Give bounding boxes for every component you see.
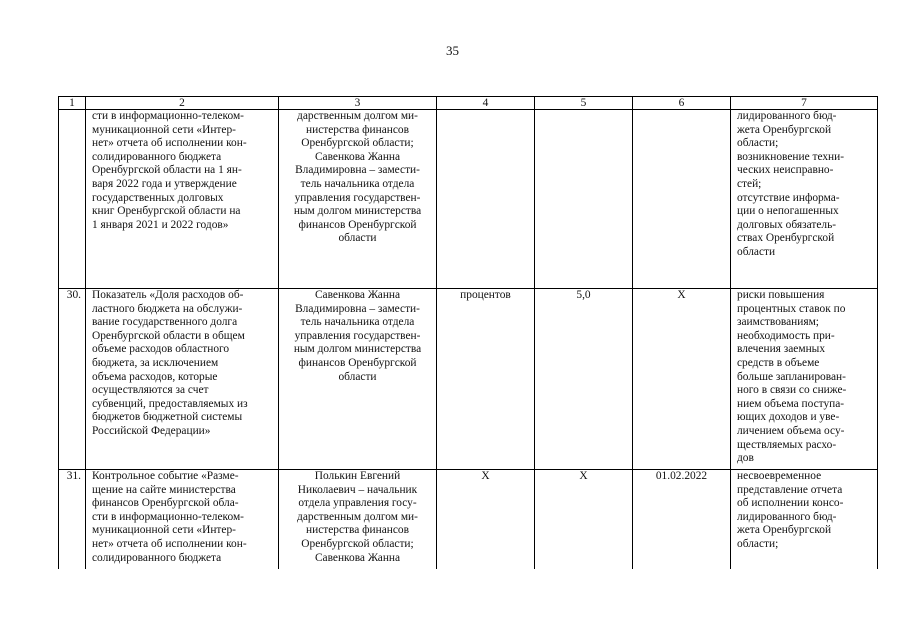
cell-line: лидированного бюд- <box>737 110 837 122</box>
cell-line: области <box>737 245 776 258</box>
cell-line: Оренбургской области; <box>301 537 414 550</box>
cell-line: необходимость при- <box>737 329 835 342</box>
row-number: 30. <box>59 289 86 470</box>
header-col-6: 6 <box>633 97 731 110</box>
cell-line: Владимировна – замести- <box>295 302 420 315</box>
unit-cell <box>437 110 535 289</box>
cell-line: финансов Оренбургской обла- <box>92 497 239 510</box>
cell-line: ным долгом министерства <box>293 205 422 218</box>
cell-line: области <box>338 232 377 245</box>
cell-line: вание государственного долга <box>92 316 238 329</box>
cell-line: нистерства финансов <box>306 524 409 537</box>
cell-line: нет» отчета об исполнении кон- <box>92 537 247 550</box>
date-cell: 01.02.2022 <box>633 470 731 570</box>
value-cell <box>535 110 633 289</box>
table-row <box>59 289 878 470</box>
cell-line: жета Оренбургской <box>737 123 832 136</box>
cell-line: Владимировна – замести- <box>295 164 420 177</box>
cell-line: управления государствен- <box>294 329 421 342</box>
cell-line: больше запланирован- <box>737 370 846 383</box>
cell-line: несвоевременное <box>737 470 822 482</box>
cell-line: финансов Оренбургской <box>298 356 417 369</box>
cell-line: Оренбургской области на 1 ян- <box>92 164 242 177</box>
description-cell <box>86 110 279 289</box>
date-cell <box>633 110 731 289</box>
cell-line: государственных долговых <box>92 191 224 204</box>
row-number <box>59 110 86 289</box>
cell-line: Николаевич – начальник <box>297 483 418 496</box>
cell-line: области <box>338 370 377 383</box>
cell-line: управления государствен- <box>294 191 421 204</box>
header-col-4: 4 <box>437 97 535 110</box>
cell-line: ющих доходов и уве- <box>737 411 840 424</box>
cell-line: ции о непогашенных <box>737 205 839 218</box>
header-col-3: 3 <box>279 97 437 110</box>
cell-line: заимствованиям; <box>737 316 819 329</box>
cell-line: бюджета, за исключением <box>92 356 219 369</box>
header-col-1: 1 <box>59 97 86 110</box>
header-row <box>59 97 878 110</box>
cell-line: объема расходов, которые <box>92 370 218 383</box>
value-cell: Х <box>535 470 633 570</box>
cell-line: солидированного бюджета <box>92 551 222 564</box>
cell-line: сти в информационно-телеком- <box>92 110 244 122</box>
cell-line: Показатель «Доля расходов об- <box>92 289 244 301</box>
cell-line: об исполнении консо- <box>737 497 844 510</box>
cell-line: муникационной сети «Интер- <box>92 524 236 537</box>
description-cell <box>86 289 279 470</box>
cell-line: представление отчета <box>737 483 843 496</box>
cell-line: отдела управления госу- <box>298 497 417 510</box>
cell-line: ствах Оренбургской <box>737 232 835 245</box>
responsible-cell <box>279 470 437 570</box>
plan-table <box>58 96 878 569</box>
cell-line: ческих неисправно- <box>737 164 834 177</box>
cell-line: области; <box>737 537 779 550</box>
cell-line: Савенкова Жанна <box>314 289 401 301</box>
cell-line: долговых обязатель- <box>737 218 837 231</box>
description-cell <box>86 470 279 570</box>
cell-line: личением объема осу- <box>737 424 845 437</box>
cell-line: финансов Оренбургской <box>298 218 417 231</box>
cell-line: Оренбургской области в общем <box>92 329 245 342</box>
risks-cell <box>731 289 878 470</box>
cell-line: стей; <box>737 177 762 190</box>
cell-line: субвенций, предоставляемых из <box>92 397 248 410</box>
cell-line: муникационной сети «Интер- <box>92 123 236 136</box>
cell-line: нистерства финансов <box>306 123 409 136</box>
cell-line: дов <box>737 452 754 465</box>
value-cell: 5,0 <box>535 289 633 470</box>
cell-line: Российской Федерации» <box>92 424 211 437</box>
cell-line: Полькин Евгений <box>314 470 401 482</box>
cell-line: солидированного бюджета <box>92 150 222 163</box>
cell-line: сти в информационно-телеком- <box>92 510 244 523</box>
date-cell: Х <box>633 289 731 470</box>
cell-line: щение на сайте министерства <box>92 483 236 496</box>
cell-line: влечения заемных <box>737 343 826 356</box>
header-col-5: 5 <box>535 97 633 110</box>
cell-line: 1 января 2021 и 2022 годов» <box>92 218 229 231</box>
risks-cell <box>731 110 878 289</box>
table-row <box>59 470 878 570</box>
cell-line: ластного бюджета на обслужи- <box>92 302 243 315</box>
cell-line: отсутствие информа- <box>737 191 840 204</box>
cell-line: области; <box>737 137 779 150</box>
cell-line: ным долгом министерства <box>293 343 422 356</box>
cell-line: риски повышения <box>737 289 825 301</box>
cell-line: жета Оренбургской <box>737 524 832 537</box>
header-col-7: 7 <box>731 97 878 110</box>
cell-line: возникновение техни- <box>737 150 845 163</box>
cell-line: книг Оренбургской области на <box>92 205 241 218</box>
cell-line: ного в связи со сниже- <box>737 384 847 397</box>
cell-line: Оренбургской области; <box>301 137 414 150</box>
page-number: 35 <box>446 43 459 58</box>
cell-line: средств в объеме <box>737 356 820 369</box>
cell-line: ществляемых расхо- <box>737 438 837 451</box>
cell-line: дарственным долгом ми- <box>297 110 418 122</box>
table-row <box>59 110 878 289</box>
unit-cell: Х <box>437 470 535 570</box>
unit-cell: процентов <box>437 289 535 470</box>
cell-line: тель начальника отдела <box>300 316 415 329</box>
cell-line: нет» отчета об исполнении кон- <box>92 137 247 150</box>
responsible-cell <box>279 110 437 289</box>
cell-line: дарственным долгом ми- <box>297 510 418 523</box>
cell-line: лидированного бюд- <box>737 510 837 523</box>
cell-line: Савенкова Жанна <box>314 150 401 163</box>
cell-line: нием объема поступа- <box>737 397 845 410</box>
risks-cell <box>731 470 878 570</box>
cell-line: объеме расходов областного <box>92 343 230 356</box>
cell-line: Савенкова Жанна <box>314 551 401 564</box>
cell-line: варя 2022 года и утверждение <box>92 177 237 190</box>
row-number: 31. <box>59 470 86 570</box>
cell-line: осуществляются за счет <box>92 384 209 397</box>
cell-line: тель начальника отдела <box>300 177 415 190</box>
header-col-2: 2 <box>86 97 279 110</box>
responsible-cell <box>279 289 437 470</box>
cell-line: процентных ставок по <box>737 302 846 315</box>
cell-line: бюджетов бюджетной системы <box>92 411 243 424</box>
cell-line: Контрольное событие «Разме- <box>92 470 239 482</box>
